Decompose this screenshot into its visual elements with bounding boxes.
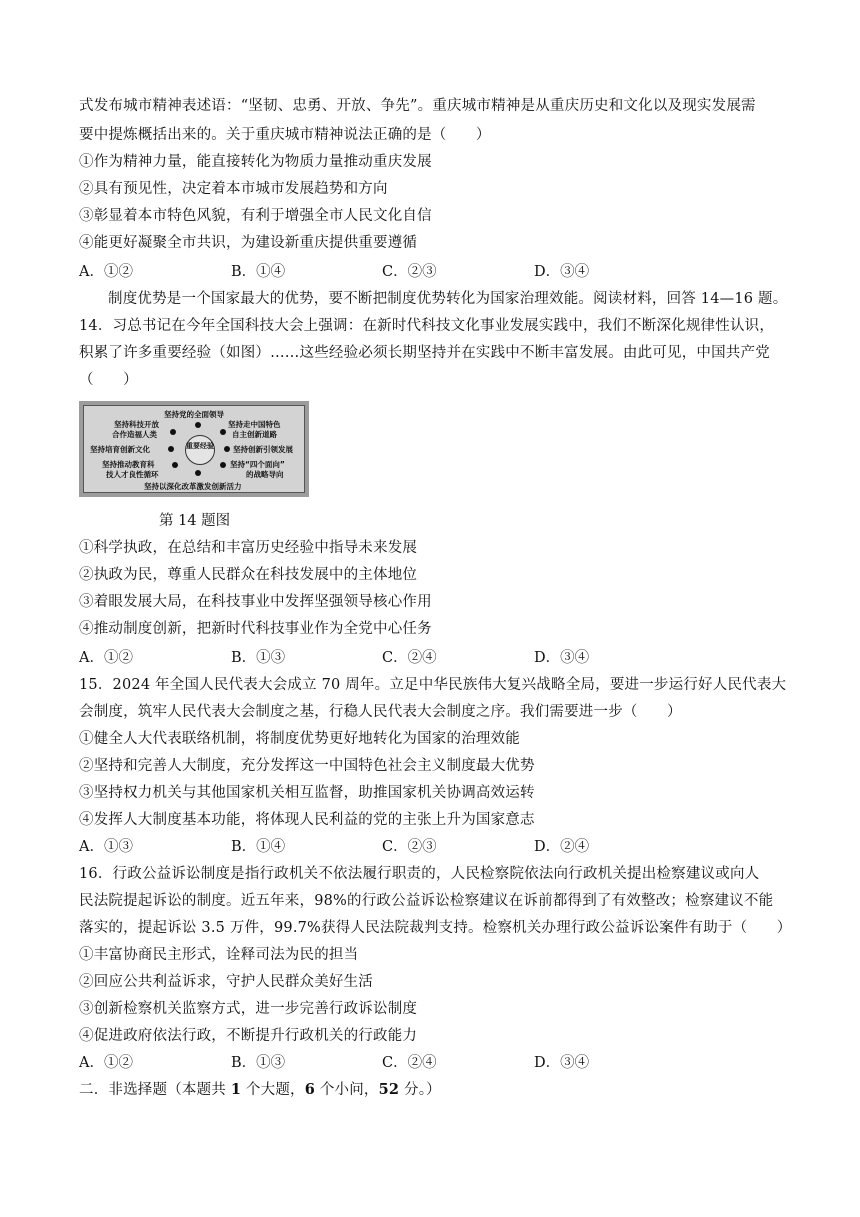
fig-right1-label: 坚持走中国特色	[228, 420, 281, 429]
q13-stem-line2: 要中提炼概括出来的。关于重庆城市精神说法正确的是（ ）	[79, 127, 491, 143]
fig-left3-label: 坚持推动教育科	[102, 460, 155, 469]
fig-dot-left2	[168, 446, 174, 452]
fig-center-circle	[185, 435, 215, 465]
q15-item-3: ③坚持权力机关与其他国家机关相互监督，助推国家机关协调高效运转	[79, 785, 535, 801]
q14-stem-line3: （ ）	[79, 372, 138, 388]
q14-option-c[interactable]: C．②④	[382, 650, 437, 666]
fig-left2-label: 坚持培育创新文化	[90, 445, 150, 454]
fig-dot-left1	[170, 429, 176, 435]
fig-dot-right1	[220, 429, 226, 435]
q15-item-1: ①健全人大代表联络机制，将制度优势更好地转化为国家的治理效能	[79, 731, 520, 747]
q14-option-a[interactable]: A．①②	[79, 650, 133, 666]
fig-bottom-label: 坚持以深化改革激发创新活力	[144, 482, 242, 491]
section2-heading	[79, 1080, 441, 1100]
fig-right2-label: 坚持创新引领发展	[233, 445, 293, 454]
fig-dot-right2	[224, 446, 230, 452]
q14-item-1: ①科学执政，在总结和丰富历史经验中指导未来发展	[79, 540, 418, 556]
fig-right1b-label: 自主创新道路	[232, 430, 277, 439]
q15-stem-line1: 15．2024 年全国人民代表大会成立 70 周年。立足中华民族伟大复兴战略全局，要进一步运行好人民代表大	[79, 677, 787, 693]
q13-option-a[interactable]: A．①②	[79, 264, 133, 280]
q15-stem-line2: 会制度，筑牢人民代表大会制度之基，行稳人民代表大会制度之序。我们需要进一步（ ）	[79, 704, 682, 720]
fig-dot-left3	[172, 462, 178, 468]
q16-option-d[interactable]: D．③④	[534, 1055, 590, 1071]
q16-option-b[interactable]: B．①③	[231, 1055, 286, 1071]
section2-suffix: 分。）	[399, 1082, 441, 1098]
q15-option-d[interactable]: D．②④	[534, 839, 590, 855]
q14-option-b[interactable]: B．①③	[231, 650, 286, 666]
q13-stem-line1: 式发布城市精神表述语：“坚韧、忠勇、开放、争先”。重庆城市精神是从重庆历史和文化以及现实发展需	[79, 98, 756, 114]
q14-item-2: ②执政为民，尊重人民群众在科技发展中的主体地位	[79, 567, 418, 583]
q16-item-2: ②回应公共利益诉求，守护人民群众美好生活	[79, 974, 373, 990]
q14-item-4: ④推动制度创新，把新时代科技事业作为全党中心任务	[79, 621, 432, 637]
q16-option-c[interactable]: C．②④	[382, 1055, 437, 1071]
q16-stem-line3: 落实的，提起诉讼 3.5 万件，99.7%获得人民法院裁判支持。检察机关办理行政公益诉讼案件有助于（ ）	[79, 920, 792, 936]
q13-option-b[interactable]: B．①④	[231, 264, 286, 280]
q16-stem-line2: 民法院提起诉讼的制度。近五年来，98%的行政公益诉讼检察建议在诉前都得到了有效整改；检察建议不能	[79, 893, 774, 909]
fig-right3-label: 坚持“四个面向”	[230, 460, 285, 469]
q14-option-d[interactable]: D．③④	[534, 650, 590, 666]
fig-right3b-label: 的战略导向	[246, 470, 284, 479]
q14-item-3: ③着眼发展大局，在科技事业中发挥坚强领导核心作用	[79, 594, 432, 610]
q13-item-4: ④能更好凝聚全市共识，为建设新重庆提供重要遵循	[79, 235, 418, 251]
fig-left3b-label: 技人才良性循环	[106, 470, 159, 479]
q16-item-3: ③创新检察机关监察方式，进一步完善行政诉讼制度	[79, 1001, 418, 1017]
q16-option-a[interactable]: A．①②	[79, 1055, 133, 1071]
q14-stem-line2: 积累了许多重要经验（如图）……这些经验必须长期坚持并在实践中不断丰富发展。由此可见，中国共产党	[79, 345, 770, 361]
q15-option-c[interactable]: C．②③	[382, 839, 437, 855]
section2-points: 52	[378, 1081, 400, 1098]
q15-option-b[interactable]: B．①④	[231, 839, 286, 855]
q13-item-3: ③彰显着本市特色风貌，有利于增强全市人民文化自信	[79, 208, 432, 224]
q16-item-4: ④促进政府依法行政，不断提升行政机关的行政能力	[79, 1028, 418, 1044]
q13-item-1: ①作为精神力量，能直接转化为物质力量推动重庆发展	[79, 154, 432, 170]
q13-option-d[interactable]: D．③④	[534, 264, 590, 280]
section2-prefix: 二．非选择题（本题共	[79, 1082, 231, 1098]
q15-item-2: ②坚持和完善人大制度，充分发挥这一中国特色社会主义制度最大优势	[79, 758, 535, 774]
fig-left1-label: 坚持科技开放	[114, 420, 159, 429]
fig-dot-bottom	[195, 470, 201, 476]
q16-item-1: ①丰富协商民主形式，诠释司法为民的担当	[79, 947, 359, 963]
q15-item-4: ④发挥人大制度基本功能，将体现人民利益的党的主张上升为国家意志	[79, 812, 535, 828]
fig-dot-right3	[220, 462, 226, 468]
q15-option-a[interactable]: A．①③	[79, 839, 133, 855]
section-intro: 制度优势是一个国家最大的优势，要不断把制度优势转化为国家治理效能。阅读材料，回答 14—16 题。	[108, 291, 788, 307]
fig-dot-top	[195, 422, 201, 428]
q13-item-2: ②具有预见性，决定着本市城市发展趋势和方向	[79, 181, 388, 197]
section2-mid2: 个小问，	[315, 1082, 379, 1098]
q13-option-c[interactable]: C．②③	[382, 264, 437, 280]
section2-mid1: 个大题，	[241, 1082, 305, 1098]
fig-left1b-label: 合作造福人类	[112, 430, 157, 439]
fig-top-label: 坚持党的全面领导	[164, 410, 224, 419]
section2-count-questions: 1	[230, 1081, 242, 1098]
q14-figure	[79, 401, 309, 497]
section2-count-subquestions: 6	[304, 1081, 316, 1098]
q16-stem-line1: 16．行政公益诉讼制度是指行政机关不依法履行职责的，人民检察院依法向行政机关提出检察建议或向人	[79, 866, 760, 882]
q14-figure-caption: 第 14 题图	[159, 513, 231, 529]
fig-center-label: 重要经验	[186, 442, 214, 450]
q14-stem-line1: 14．习总书记在今年全国科技大会上强调：在新时代科技文化事业发展实践中，我们不断深化规律性认识，	[79, 318, 775, 334]
